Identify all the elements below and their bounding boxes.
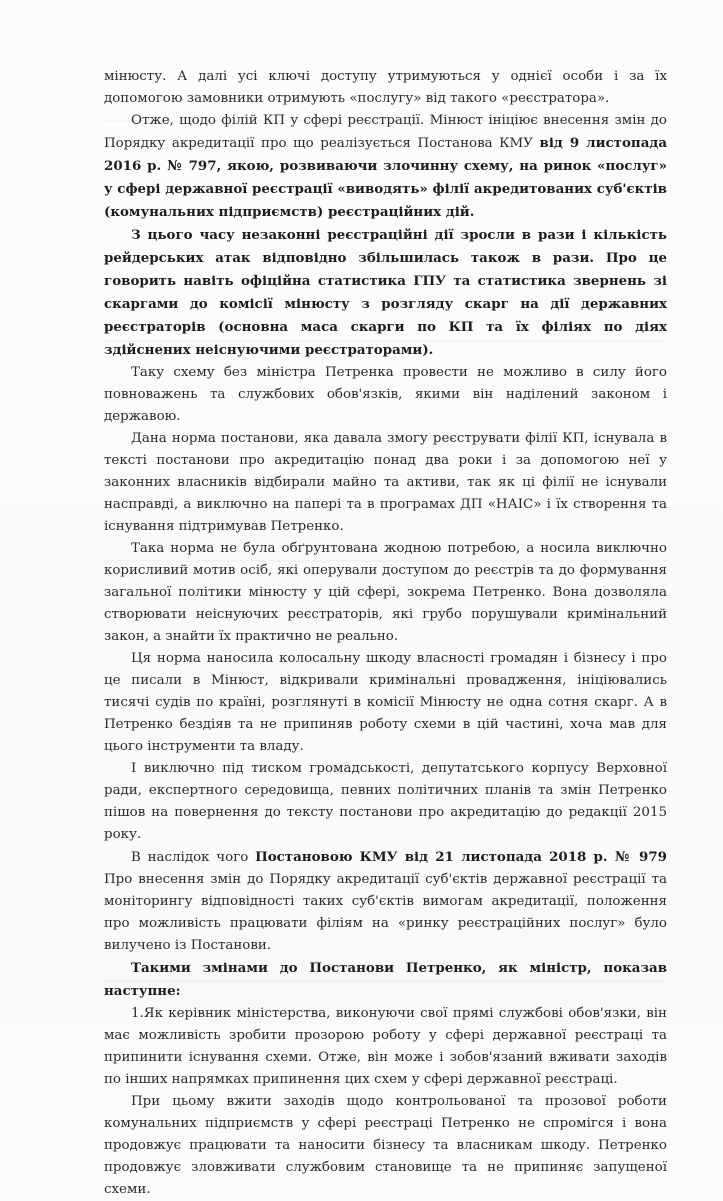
bold-text-run: Такими змінами до Постанови Петренко, як міністр, показав наступне: <box>104 960 667 999</box>
paragraph-p11 <box>104 1003 667 1091</box>
text-run: В наслідок чого <box>131 850 256 865</box>
text-run: Отже, щодо філій КП у сфері реєстрації. Мінюст ініціює внесення змін до Порядку акредитації про що реалізується Постанова КМУ <box>104 113 667 151</box>
paragraph-p5 <box>104 428 667 538</box>
bold-text-run: З цього часу незаконні реєстраційні дії зросли в рази і кількість рейдерських атак відповідно збільшилась також в рази. Про це говорить навіть офіційна статистика ГПУ та статистика звернень зі скаргами до комісії мінюсту з розгляду скарг на дії державних реєстраторів (основна маса скарги по КП та їх філіях по діях здійснених неіснуючими реєстраторами). <box>104 227 667 358</box>
bold-text-run: від 9 листопада 2016 р. № 797, якою, розвиваючи злочинну схему, на ринок «послуг» у сфері державної реєстрації «виводять» філії акредитованих суб'єктів (комунальних підприємств) реєстраційних дій. <box>104 135 667 220</box>
text-run: Про внесення змін до Порядку акредитації суб'єктів державної реєстрації та моніторингу відповідності таких суб'єктів вимогам акредитації, положення про можливість працювати філіям на «ринку реєстраційних послуг» було вилучено із Постанови. <box>104 872 667 953</box>
text-run: 1.Як керівник міністерства, виконуючи свої прямі службові обов'язки, він має можливість зробити прозорою роботу у сфері державної реєстраці та припинити існування схеми. Отже, він може і зобов'язаний вживати заходів по інших напрямках припинення цих схем у сфері державної реєстраці. <box>104 1006 667 1087</box>
text-run: Таку схему без міністра Петренка провести не можливо в силу його повноважень та службових обов'язків, якими він наділений законом і державою. <box>104 365 667 424</box>
bold-text-run: Постановою КМУ від 21 листопада 2018 р. № 979 <box>255 849 667 865</box>
document-body <box>104 66 667 1201</box>
paragraph-p8 <box>104 758 667 846</box>
text-run: мінюсту. А далі усі ключі доступу утримуються у однієї особи і за їх допомогою замовники отримують «послугу» від такого «реєстратора». <box>104 69 667 106</box>
text-run: Така норма не була обґрунтована жодною потребою, а носила виключно корисливий мотив осіб, які оперували доступом до реєстрів та до формування загальної політики мінюсту у цій сфері, зокрема Петренко. Вона дозволяла створювати неіснуючих реєстраторів, які грубо порушували кримінальний закон, а знайти їх практично не реально. <box>104 541 667 644</box>
paragraph-p4 <box>104 362 667 428</box>
paragraph-p10 <box>104 957 667 1003</box>
paragraph-p3 <box>104 224 667 362</box>
text-run: І виключно під тиском громадськості, депутатського корпусу Верховної ради, експертного середовища, певних політичних планів та змін Петренко пішов на повернення до тексту постанови про акредитацію до редакції 2015 року. <box>104 761 667 842</box>
paragraph-p6 <box>104 538 667 648</box>
paragraph-p2 <box>104 110 667 224</box>
paragraph-p9 <box>104 846 667 957</box>
text-run: Дана норма постанови, яка давала змогу реєструвати філії КП, існувала в тексті постанови про акредитацію понад два роки і за допомогою неї у законних власників відбирали майно та активи, так як ці філії не існували насправді, а виключно на папері та в програмах ДП «НАІС» і їх створення та існування підтримував Петренко. <box>104 431 667 534</box>
text-run: При цьому вжити заходів щодо контрольованої та прозової роботи комунальних підприємств у сфері реєстраці Петренко не спромігся і вона продовжує працювати та наносити бізнесу та власникам шкоду. Петренко продовжує зловживати службовим становище та не припиняє запущеної схеми. <box>104 1094 667 1197</box>
text-run: Ця норма наносила колосальну шкоду власності громадян і бізнесу і про це писали в Мінюст, відкривали кримінальні провадження, ініціювались тисячі судів по країні, розглянуті в комісії Мінюсту не одна сотня скарг. А в Петренко бездіяв та не припиняв роботу схеми в цій частині, хоча мав для цього інструменти та владу. <box>104 651 667 754</box>
paragraph-p12 <box>104 1091 667 1201</box>
paragraph-p1 <box>104 66 667 110</box>
paragraph-p7 <box>104 648 667 758</box>
